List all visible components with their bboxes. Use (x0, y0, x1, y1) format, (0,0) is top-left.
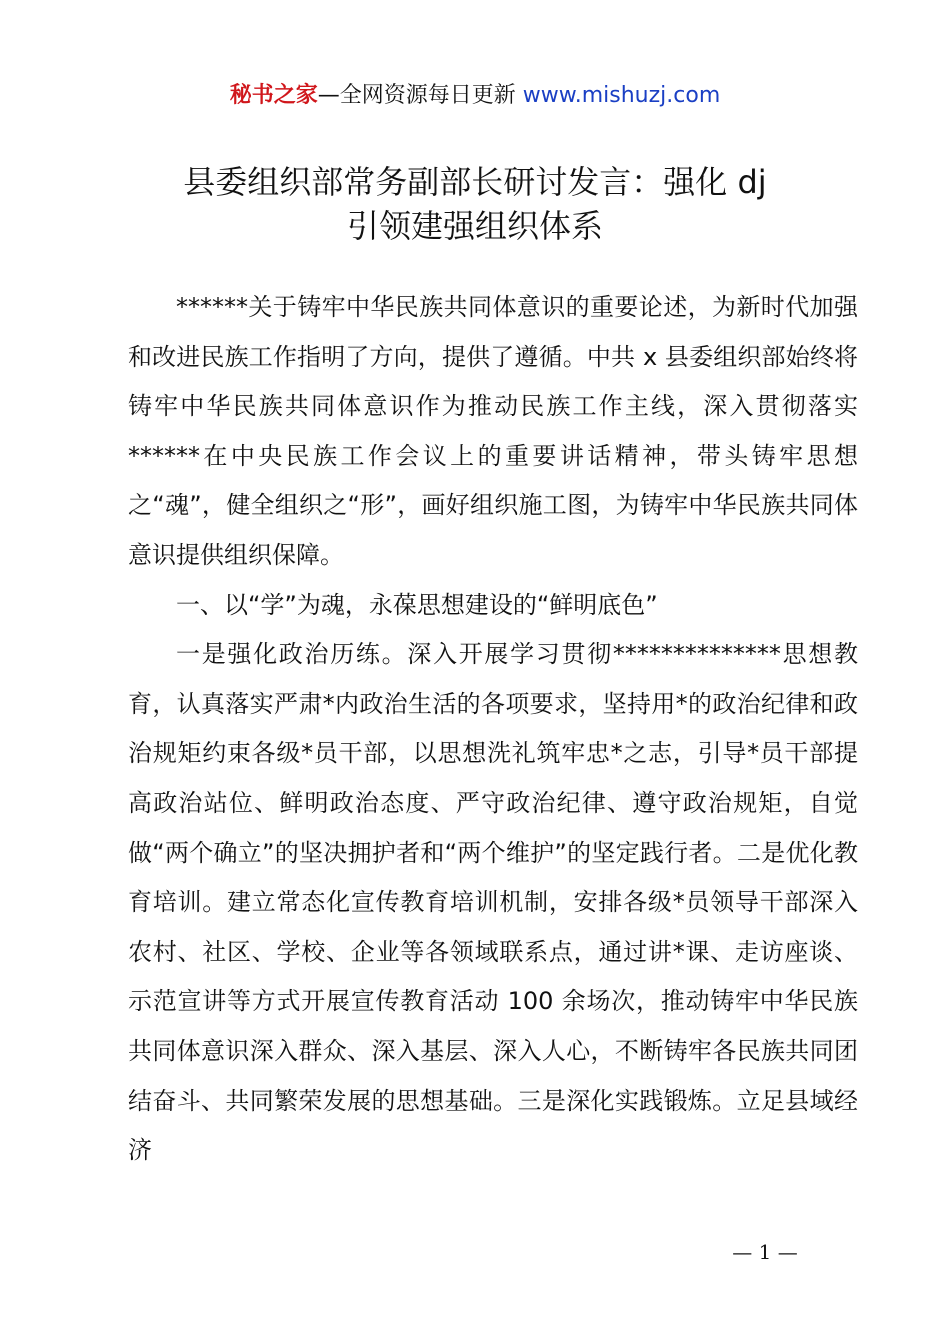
title-line-1: 县委组织部常务副部长研讨发言：强化 dj (183, 163, 767, 201)
section-heading: 一、以“学”为魂，永葆思想建设的“鲜明底色” (176, 590, 658, 619)
page-number: — 1 — (732, 1240, 798, 1264)
title-line-2: 引领建强组织体系 (346, 207, 603, 245)
site-url-link[interactable]: www.mishuzj.com (522, 83, 721, 108)
document-body (128, 283, 858, 1176)
site-header (0, 80, 950, 112)
header-tagline: —全网资源每日更新 (317, 83, 523, 108)
body-paragraph: 一是强化政治历练。深入开展学习贯彻**************思想教育，认真落实严肃*内政治生活的各项要求，坚持用*的政治纪律和政治规矩约束各级*员干部，以思想洗礼筑牢忠*之志，引导*员干部提高政治站位、鲜明政治态度、严守政治纪律、遵守政治规矩，自觉做“两个确立”的坚决拥护者和“两个维护”的坚定践行者。二是优化教育培训。建立常态化宣传教育培训机制，安排各级*员领导干部深入农村、社区、学校、企业等各领域联系点，通过讲*课、走访座谈、示范宣讲等方式开展宣传教育活动 100 余场次，推动铸牢中华民族共同体意识深入群众、深入基层、深入人心，不断铸牢各民族共同团结奋斗、共同繁荣发展的思想基础。三是深化实践锻炼。立足县域经济 (128, 640, 858, 1165)
brand-name: 秘书之家 (229, 83, 318, 108)
document-title (60, 160, 890, 248)
intro-paragraph: ******关于铸牢中华民族共同体意识的重要论述，为新时代加强和改进民族工作指明了方向，提供了遵循。中共 x 县委组织部始终将铸牢中华民族共同体意识作为推动民族工作主线，深入贯彻落实******在中央民族工作会议上的重要讲话精神，带头铸牢思想之“魂”，健全组织之“形”，画好组织施工图，为铸牢中华民族共同体意识提供组织保障。 (128, 293, 858, 569)
